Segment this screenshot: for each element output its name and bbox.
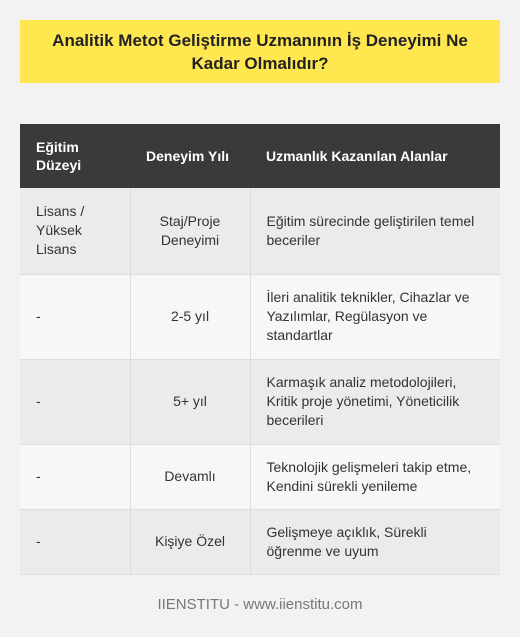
cell-education-level: - — [20, 274, 130, 359]
table-header-row — [20, 124, 500, 188]
cell-experience-years: Devamlı — [130, 444, 250, 509]
cell-expertise-areas: Teknolojik gelişmeleri takip etme, Kendini sürekli yenileme — [250, 444, 500, 509]
table-row — [20, 359, 500, 444]
header-education-level: Eğitim Düzeyi — [20, 124, 130, 188]
table-row — [20, 274, 500, 359]
page-title: Analitik Metot Geliştirme Uzmanının İş Deneyimi Ne Kadar Olmalıdır? — [20, 20, 500, 83]
cell-expertise-areas: Eğitim sürecinde geliştirilen temel beceriler — [250, 188, 500, 274]
cell-experience-years: 5+ yıl — [130, 359, 250, 444]
cell-experience-years: Staj/Proje Deneyimi — [130, 188, 250, 274]
cell-expertise-areas: Gelişmeye açıklık, Sürekli öğrenme ve uyum — [250, 509, 500, 574]
cell-education-level: - — [20, 359, 130, 444]
header-expertise-areas: Uzmanlık Kazanılan Alanlar — [250, 124, 500, 188]
header-experience-years: Deneyim Yılı — [130, 124, 250, 188]
cell-expertise-areas: Karmaşık analiz metodolojileri, Kritik proje yönetimi, Yöneticilik becerileri — [250, 359, 500, 444]
footer-credit: IIENSTITU - www.iienstitu.com — [157, 596, 363, 613]
cell-experience-years: 2-5 yıl — [130, 274, 250, 359]
cell-education-level: - — [20, 509, 130, 574]
cell-experience-years: Kişiye Özel — [130, 509, 250, 574]
table-row — [20, 509, 500, 574]
table-row — [20, 444, 500, 509]
experience-table — [20, 124, 500, 575]
cell-education-level: Lisans / Yüksek Lisans — [20, 188, 130, 274]
cell-education-level: - — [20, 444, 130, 509]
cell-expertise-areas: İleri analitik teknikler, Cihazlar ve Yazılımlar, Regülasyon ve standartlar — [250, 274, 500, 359]
table-row — [20, 188, 500, 274]
